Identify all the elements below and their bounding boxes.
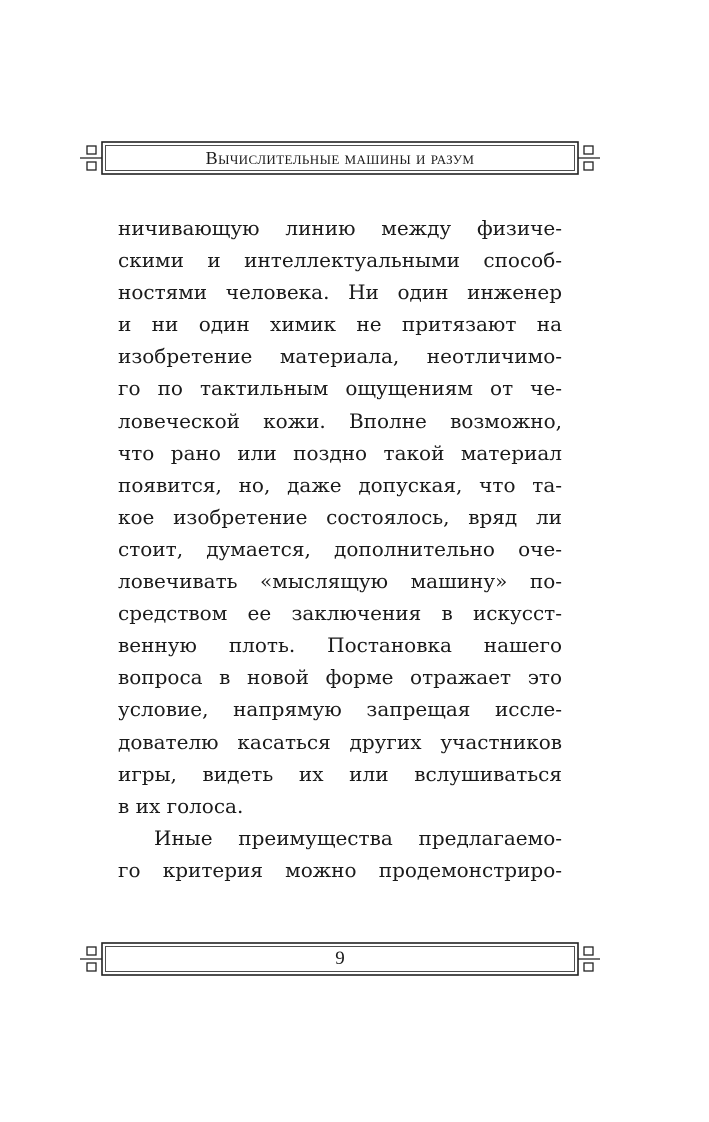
text-line: появится, но, даже допуская, что та- — [118, 472, 562, 497]
text-line: го критерия можно продемонстриро- — [118, 857, 562, 882]
text-line: скими и интеллектуальными способ- — [118, 248, 562, 273]
text-line: ностями человека. Ни один инженер — [118, 280, 562, 305]
text-line: ловеческой кожи. Вполне возможно, — [118, 408, 562, 433]
text-line: стоит, думается, дополнительно оче- — [118, 536, 562, 561]
text-line: дователю касаться других участников — [118, 729, 562, 754]
text-line: кое изобретение состоялось, вряд ли — [118, 504, 562, 529]
text-line: средством ее заключения в искусст- — [118, 601, 562, 626]
text-line: ничивающую линию между физиче- — [118, 216, 562, 240]
text-line: вопроса в новой форме отражает это — [118, 665, 562, 690]
text-line: и ни один химик не притязают на — [118, 312, 562, 337]
header-frame — [80, 138, 600, 178]
text-line: условие, напрямую запрещая иссле- — [118, 697, 562, 722]
body-text — [118, 212, 562, 886]
text-line: что рано или поздно такой материал — [118, 440, 562, 465]
text-line: игры, видеть их или вслушиваться — [118, 761, 562, 786]
running-head-title: Вычислительные машины и разум — [205, 148, 475, 168]
text-line: изобретение материала, неотличимо- — [118, 344, 562, 369]
page-number: 9 — [335, 948, 345, 969]
text-line: в их голоса. — [118, 793, 244, 818]
footer-frame — [80, 939, 600, 979]
text-line: венную плоть. Постановка нашего — [118, 633, 562, 658]
paragraph-first-line: Иные преимущества предлагаемо- — [154, 825, 562, 850]
text-line: го по тактильным ощущениям от че- — [118, 376, 562, 401]
text-line: ловечивать «мыслящую машину» по- — [118, 569, 562, 594]
